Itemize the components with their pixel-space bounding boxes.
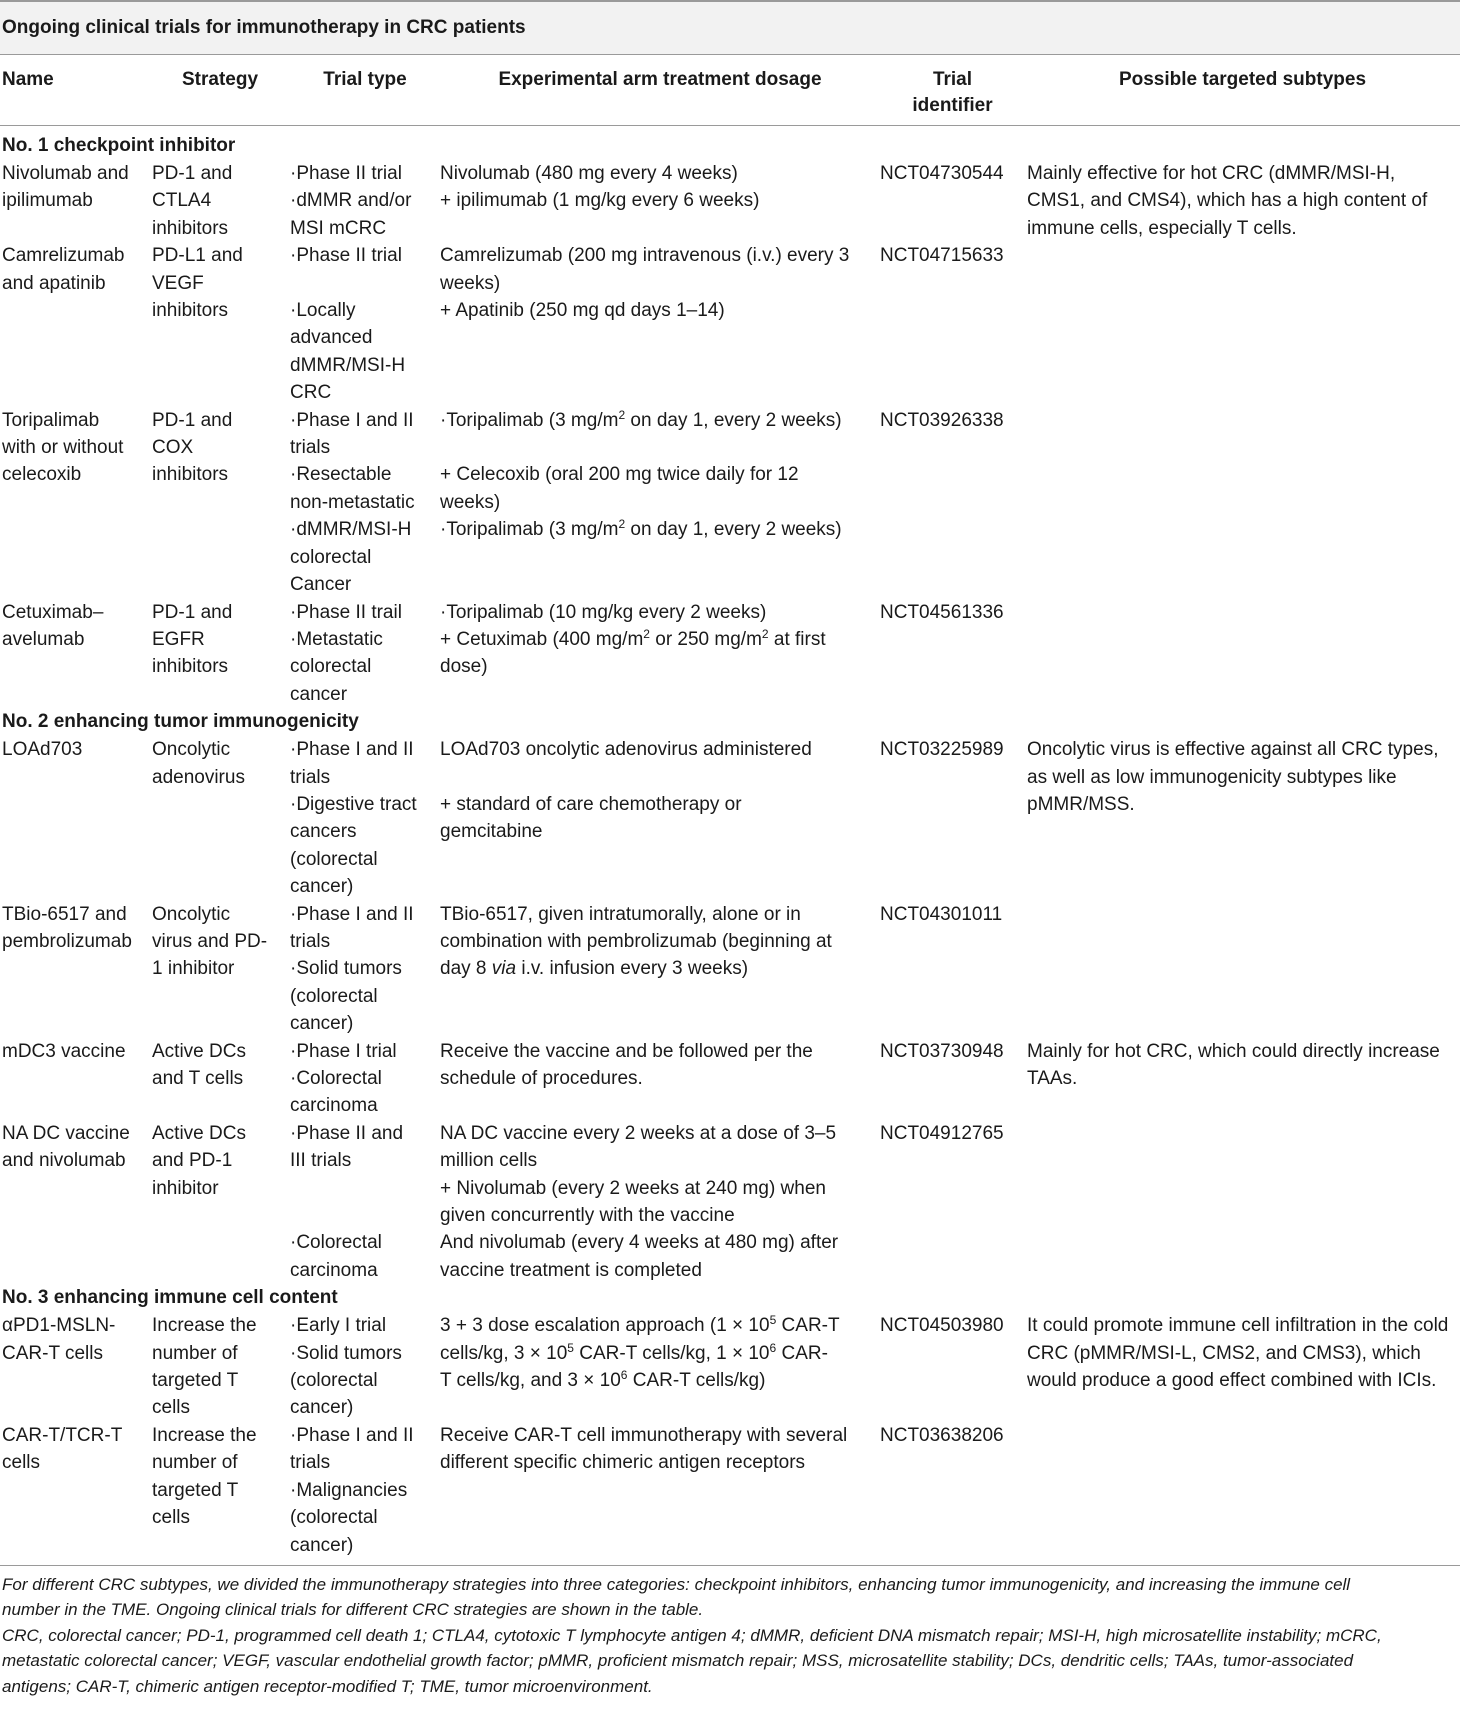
cell-line: celecoxib <box>2 464 82 486</box>
header-row <box>0 55 1460 126</box>
superscript: 5 <box>769 1313 777 1328</box>
cell-line: ·Phase II trail <box>290 601 402 623</box>
cell-line: ·Phase II trial <box>290 245 402 267</box>
cell-line: ·Early I trial <box>290 1315 387 1337</box>
cell-trial-type <box>290 1422 440 1566</box>
cell-line: + Celecoxib (oral 200 mg twice daily for 12 <box>440 464 799 486</box>
cell-strategy <box>150 1312 290 1422</box>
cell-line: different specific chimeric antigen receptors <box>440 1452 806 1474</box>
cell-identifier <box>880 1120 1025 1284</box>
cell-subtypes <box>1025 736 1460 900</box>
cell-line: NCT03730948 <box>880 1040 1004 1062</box>
cell-strategy <box>150 736 290 900</box>
cell-line: number of <box>152 1342 238 1364</box>
cell-dosage <box>440 901 880 1038</box>
cell-line: CRC <box>290 382 332 404</box>
cell-dosage <box>440 1038 880 1120</box>
cell-line: Camrelizumab <box>2 245 125 267</box>
cell-line: Oncolytic virus is effective against all CRC types, <box>1027 739 1439 761</box>
cell-line: Mainly for hot CRC, which could directly increase <box>1027 1040 1440 1062</box>
cell-line: cells <box>152 1507 191 1529</box>
column-header: Trial type <box>290 55 440 126</box>
cell-line: 1 inhibitor <box>152 958 235 980</box>
table-row <box>0 1038 1460 1120</box>
cell-subtypes <box>1025 1038 1460 1120</box>
footnote-line: antigens; CAR-T, chimeric antigen receptor-modified T; TME, tumor microenvironment. <box>2 1676 653 1696</box>
footnote-line: For different CRC subtypes, we divided the immunotherapy strategies into three categories: checkpoint inhibitors, enhancing tumor immunogenicity, and increasing the immune cell <box>2 1574 1351 1594</box>
cell-line: ·Phase I and II <box>290 903 414 925</box>
cell-line: ·Phase I and II <box>290 739 414 761</box>
cell-line: and nivolumab <box>2 1150 126 1172</box>
column-header: Name <box>0 55 150 126</box>
cell-strategy <box>150 901 290 1038</box>
cell-line: targeted T <box>152 1370 239 1392</box>
superscript: 2 <box>618 407 626 422</box>
cell-line: NCT04561336 <box>880 601 1004 623</box>
cell-line: COX <box>152 437 194 459</box>
cell-line: + Nivolumab (every 2 weeks at 240 mg) when <box>440 1177 826 1199</box>
cell-line: CMS1, and CMS4), which has a high content of <box>1027 190 1428 212</box>
cell-line: dose) <box>440 656 488 678</box>
cell-line: ·Colorectal <box>290 1232 382 1254</box>
cell-name <box>0 1038 150 1120</box>
cell-line: colorectal <box>290 546 372 568</box>
cell-subtypes <box>1025 1422 1460 1566</box>
cell-line: trials <box>290 766 331 788</box>
cell-name <box>0 599 150 709</box>
cell-line: ·Colorectal <box>290 1068 382 1089</box>
cell-name <box>0 160 150 242</box>
cell-line: EGFR <box>152 628 205 650</box>
table-title: Ongoing clinical trials for immunotherapy in CRC patients <box>0 0 1460 55</box>
superscript: 6 <box>769 1340 777 1355</box>
cell-line <box>290 1202 440 1229</box>
cell-identifier <box>880 1422 1025 1566</box>
cell-line: non-metastatic <box>290 491 415 513</box>
cell-line: cells <box>152 1397 191 1419</box>
cell-subtypes <box>1025 901 1460 1038</box>
table-row <box>0 242 1460 406</box>
cell-line: ·Toripalimab (10 mg/kg every 2 weeks) <box>440 601 767 623</box>
cell-line: inhibitors <box>152 217 229 239</box>
cell-identifier <box>880 736 1025 900</box>
cell-line: NCT04912765 <box>880 1122 1004 1144</box>
cell-trial-type <box>290 1038 440 1120</box>
cell-dosage <box>440 242 880 406</box>
cell-trial-type <box>290 736 440 900</box>
cell-line: weeks) <box>440 491 501 513</box>
cell-line <box>290 270 440 297</box>
cell-name <box>0 736 150 900</box>
cell-line: NCT04503980 <box>880 1315 1004 1337</box>
cell-line: and PD-1 <box>152 1150 233 1172</box>
cell-line: number of <box>152 1452 238 1474</box>
cell-line: MSI mCRC <box>290 217 387 239</box>
cell-line: NCT04715633 <box>880 245 1004 267</box>
cell-line: ·Resectable <box>290 464 392 486</box>
cell-trial-type <box>290 901 440 1038</box>
table-row <box>0 160 1460 242</box>
section-title: No. 3 enhancing immune cell content <box>2 1287 338 1309</box>
cell-strategy <box>150 407 290 599</box>
cell-line: T cells/kg, and $3 \times 10^6$ CAR-T cells/kg) <box>440 1368 766 1392</box>
cell-line: inhibitors <box>152 300 229 322</box>
column-header <box>880 55 1025 126</box>
cell-name <box>0 1422 150 1566</box>
cell-line: NCT03926338 <box>880 409 1004 431</box>
cell-strategy <box>150 1422 290 1566</box>
cell-line: cells/kg, $3 \times 10^5$ CAR-T cells/kg, $1 \times 10^6$ CAR- <box>440 1340 828 1364</box>
cell-line: (colorectal <box>290 848 378 870</box>
section-title: No. 1 checkpoint inhibitor <box>2 135 236 156</box>
cell-line: ·Locally <box>290 300 356 322</box>
cell-line: VEGF <box>152 272 204 294</box>
cell-name <box>0 1312 150 1422</box>
cell-subtypes <box>1025 1120 1460 1284</box>
cell-name <box>0 242 150 406</box>
cell-dosage <box>440 407 880 599</box>
cell-dosage <box>440 160 880 242</box>
cell-line: ·Toripalimab (3 $mg/m^2$ on day 1, every 2 weeks) <box>440 407 842 431</box>
section-row <box>0 708 1460 736</box>
superscript: 2 <box>618 517 626 532</box>
section-row <box>0 1284 1460 1312</box>
cell-line <box>290 1175 440 1202</box>
cell-line: PD-1 and <box>152 409 233 431</box>
cell-line: ·Phase II and <box>290 1122 404 1144</box>
cell-line: avelumab <box>2 628 85 650</box>
cell-subtypes <box>1025 407 1460 599</box>
superscript: 2 <box>761 626 769 641</box>
cell-line: Active DCs <box>152 1040 246 1062</box>
cell-trial-type <box>290 599 440 709</box>
cell-line: ·Solid tumors <box>290 1342 402 1364</box>
cell-line: carcinoma <box>290 1259 378 1281</box>
cell-name <box>0 901 150 1038</box>
superscript: 2 <box>643 626 650 641</box>
footnote-line: CRC, colorectal cancer; PD-1, programmed cell death 1; CTLA4, cytotoxic T lymphocyte antigen 4; dMMR, deficient DNA mismatch repair; MSI-H, high microsatellite instability; mCRC, <box>2 1625 1382 1645</box>
cell-line: cancer <box>290 683 348 705</box>
cell-line: CAR-T/TCR-T <box>2 1424 123 1446</box>
cell-identifier <box>880 407 1025 599</box>
cell-line: (colorectal <box>290 1370 378 1392</box>
cell-line: + Apatinib (250 mg qd days 1–14) <box>440 300 725 322</box>
footnote-line: number in the TME. Ongoing clinical trials for different CRC strategies are shown in the table. <box>2 1600 704 1620</box>
cell-line: cancer) <box>290 1397 354 1419</box>
cell-line: III trials <box>290 1150 352 1172</box>
table-row <box>0 599 1460 709</box>
emphasis: via <box>491 958 517 980</box>
cell-line: ·Digestive tract <box>290 793 417 815</box>
cell-name <box>0 407 150 599</box>
table-row <box>0 736 1460 900</box>
cell-line: and apatinib <box>2 272 106 294</box>
cell-identifier <box>880 242 1025 406</box>
cell-line: CTLA4 <box>152 190 212 212</box>
cell-line: Toripalimab <box>2 409 100 431</box>
cell-line: Receive CAR-T cell immunotherapy with several <box>440 1424 848 1446</box>
cell-line: would produce a good effect combined with ICIs. <box>1027 1370 1437 1392</box>
section-row <box>0 126 1460 161</box>
cell-line: ·dMMR and/or <box>290 190 412 212</box>
cell-line: mDC3 vaccine <box>2 1040 126 1062</box>
cell-line: given concurrently with the vaccine <box>440 1205 735 1227</box>
cell-subtypes <box>1025 599 1460 709</box>
cell-line: Cancer <box>290 574 352 596</box>
cell-line: NA DC vaccine every 2 weeks at a dose of 3–5 <box>440 1122 837 1144</box>
cell-line: NCT03638206 <box>880 1424 1004 1446</box>
cell-line: targeted T <box>152 1479 239 1501</box>
trials-table <box>0 55 1460 1566</box>
cell-identifier <box>880 599 1025 709</box>
cell-line: with or without <box>2 437 124 459</box>
cell-line: cancer) <box>290 876 354 898</box>
header-line: identifier <box>912 95 993 116</box>
cell-line: CAR-T cells <box>2 1342 103 1364</box>
footnote-line: metastatic colorectal cancer; VEGF, vascular endothelial growth factor; pMMR, proficient mismatch repair; MSS, microsatellite stability; DCs, dendritic cells; TAAs, tumor-associated <box>2 1651 1354 1671</box>
cell-line: adenovirus <box>152 766 245 788</box>
cell-line: Receive the vaccine and be followed per the <box>440 1040 813 1062</box>
cell-line <box>440 434 880 461</box>
superscript: 5 <box>567 1340 574 1355</box>
table-footnote <box>0 1566 1460 1699</box>
cell-dosage <box>440 1422 880 1566</box>
cell-line: PD-1 and <box>152 601 233 623</box>
cell-line: PD-L1 and <box>152 245 243 267</box>
cell-line: (colorectal <box>290 985 378 1007</box>
superscript: 6 <box>620 1368 628 1383</box>
cell-line: trials <box>290 930 331 952</box>
cell-line <box>440 764 880 791</box>
section-title: No. 2 enhancing tumor immunogenicity <box>2 711 359 733</box>
cell-identifier <box>880 901 1025 1038</box>
cell-line: 3 + 3 dose escalation approach ($1 \times 10^5$ CAR-T <box>440 1313 840 1337</box>
cell-line: PD-1 and <box>152 163 233 184</box>
cell-line: ·Toripalimab (3 $mg/m^2$ on day 1, every 2 weeks) <box>440 517 842 541</box>
cell-line: Increase the <box>152 1424 257 1446</box>
footnote-paragraph <box>2 1572 1458 1623</box>
cell-line: vaccine treatment is completed <box>440 1259 702 1281</box>
cell-trial-type <box>290 1120 440 1284</box>
cell-line: ·Phase I and II <box>290 409 414 431</box>
cell-line: Nivolumab and <box>2 163 129 184</box>
cell-line: as well as low immunogenicity subtypes like <box>1027 766 1397 788</box>
cell-line: Mainly effective for hot CRC (dMMR/MSI-H, <box>1027 163 1396 184</box>
cell-line: TBio-6517 and <box>2 903 127 925</box>
cell-strategy <box>150 1120 290 1284</box>
cell-line: inhibitor <box>152 1177 219 1199</box>
cell-line: and T cells <box>152 1068 244 1089</box>
cell-line: (colorectal <box>290 1507 378 1529</box>
cell-line: colorectal <box>290 656 372 678</box>
cell-line: cancer) <box>290 1534 354 1556</box>
cell-line: immune cells, especially T cells. <box>1027 217 1297 239</box>
cell-line: Cetuximab– <box>2 601 104 623</box>
cell-line: advanced <box>290 327 373 349</box>
cell-line: cancer) <box>290 1013 354 1035</box>
cell-line: + ipilimumab (1 mg/kg every 6 weeks) <box>440 190 760 212</box>
cell-line: weeks) <box>440 272 501 294</box>
cell-line: NCT04730544 <box>880 163 1004 184</box>
cell-line: And nivolumab (every 4 weeks at 480 mg) after <box>440 1232 839 1254</box>
cell-line: ipilimumab <box>2 190 93 212</box>
cell-line: Increase the <box>152 1315 257 1337</box>
cell-strategy <box>150 242 290 406</box>
cell-line: schedule of procedures. <box>440 1068 643 1089</box>
cell-dosage <box>440 1312 880 1422</box>
cell-line: αPD1-MSLN- <box>2 1315 116 1337</box>
cell-line: Camrelizumab (200 mg intravenous (i.v.) every 3 <box>440 245 850 267</box>
column-header: Strategy <box>150 55 290 126</box>
cell-line: virus and PD- <box>152 930 268 952</box>
cell-identifier <box>880 160 1025 242</box>
table-row <box>0 407 1460 599</box>
cell-line: combination with pembrolizumab (beginning at <box>440 930 832 952</box>
column-header: Possible targeted subtypes <box>1025 55 1460 126</box>
cell-identifier <box>880 1312 1025 1422</box>
cell-line: cells <box>2 1452 41 1474</box>
cell-trial-type <box>290 242 440 406</box>
table-body <box>0 126 1460 1566</box>
cell-line: Active DCs <box>152 1122 246 1144</box>
cell-line: Oncolytic <box>152 903 231 925</box>
cell-dosage <box>440 1120 880 1284</box>
header-line: Trial <box>932 69 973 90</box>
cell-trial-type <box>290 1312 440 1422</box>
cell-line: ·Malignancies <box>290 1479 408 1501</box>
cell-line: ·Phase I and II <box>290 1424 414 1446</box>
cell-line: carcinoma <box>290 1095 378 1117</box>
table-row <box>0 901 1460 1038</box>
cell-line: trials <box>290 437 331 459</box>
cell-dosage <box>440 736 880 900</box>
cell-line: Nivolumab (480 mg every 4 weeks) <box>440 163 738 184</box>
cell-line: million cells <box>440 1150 538 1172</box>
table-row <box>0 1422 1460 1566</box>
cell-line: TBio-6517, given intratumorally, alone or in <box>440 903 801 925</box>
cell-line: LOAd703 oncolytic adenovirus administered <box>440 739 812 761</box>
cell-trial-type <box>290 160 440 242</box>
cell-line: ·Solid tumors <box>290 958 402 980</box>
cell-line: inhibitors <box>152 464 229 486</box>
column-header: Experimental arm treatment dosage <box>440 55 880 126</box>
cell-line: pMMR/MSS. <box>1027 793 1135 815</box>
cell-line: cancers <box>290 821 357 843</box>
cell-line: pembrolizumab <box>2 930 132 952</box>
cell-line: ·Metastatic <box>290 628 383 650</box>
cell-line: inhibitors <box>152 656 229 678</box>
cell-line: dMMR/MSI-H <box>290 354 406 376</box>
cell-line: + Cetuximab (400 $mg/m^2$ or 250 $mg/m^2$ at first <box>440 626 826 650</box>
cell-name <box>0 1120 150 1284</box>
cell-line: ·Phase I trial <box>290 1040 397 1062</box>
cell-subtypes <box>1025 160 1460 242</box>
cell-line: gemcitabine <box>440 821 543 843</box>
cell-line: ·dMMR/MSI-H <box>290 519 412 541</box>
cell-line: trials <box>290 1452 331 1474</box>
cell-subtypes <box>1025 1312 1460 1422</box>
cell-line: LOAd703 <box>2 739 83 761</box>
cell-line: day 8 via i.v. infusion every 3 weeks) <box>440 958 749 980</box>
cell-strategy <box>150 160 290 242</box>
table-row <box>0 1120 1460 1284</box>
cell-subtypes <box>1025 242 1460 406</box>
cell-dosage <box>440 599 880 709</box>
cell-line: + standard of care chemotherapy or <box>440 793 742 815</box>
cell-strategy <box>150 1038 290 1120</box>
table-row <box>0 1312 1460 1422</box>
cell-line: TAAs. <box>1027 1068 1078 1089</box>
footnote-paragraph <box>2 1623 1458 1699</box>
cell-trial-type <box>290 407 440 599</box>
cell-line: NCT03225989 <box>880 739 1004 761</box>
cell-line: Oncolytic <box>152 739 231 761</box>
cell-line: NA DC vaccine <box>2 1122 130 1144</box>
cell-line: CRC (pMMR/MSI-L, CMS2, and CMS3), which <box>1027 1342 1421 1364</box>
cell-line: It could promote immune cell infiltration in the cold <box>1027 1315 1449 1337</box>
cell-line: NCT04301011 <box>880 903 1003 925</box>
cell-line: ·Phase II trial <box>290 163 402 184</box>
cell-identifier <box>880 1038 1025 1120</box>
cell-strategy <box>150 599 290 709</box>
